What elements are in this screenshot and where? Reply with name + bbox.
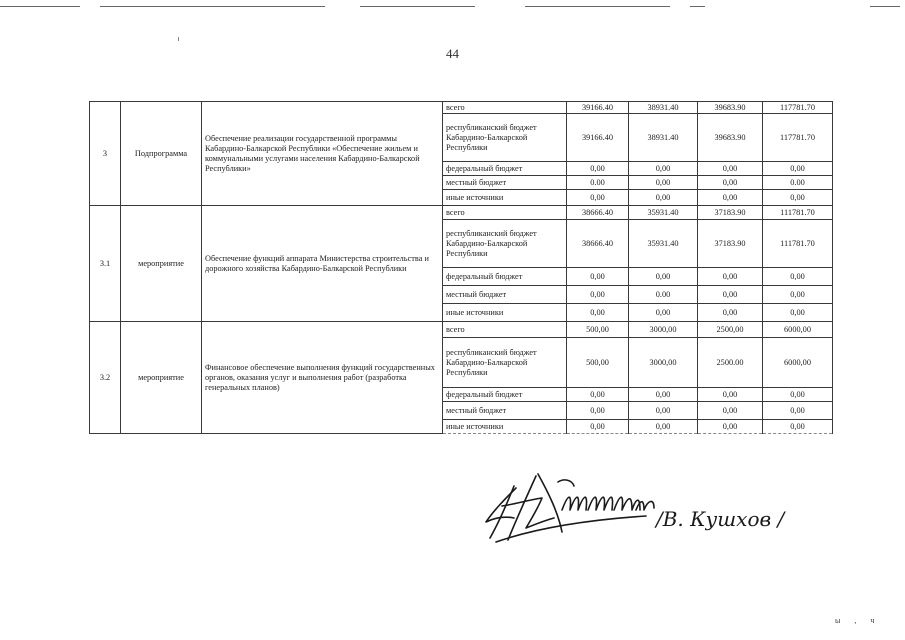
amount-cell: 0,00 — [629, 268, 698, 286]
amount-cell: 0,00 — [698, 388, 763, 402]
amount-cell: 0.00 — [567, 176, 629, 190]
row-number: 3.2 — [90, 322, 121, 434]
funding-source: федеральный бюджет — [443, 388, 567, 402]
amount-cell: 2500,00 — [698, 322, 763, 338]
amount-cell: 0,00 — [629, 304, 698, 322]
amount-cell: 38931.40 — [629, 114, 698, 162]
amount-cell: 0.00 — [763, 176, 833, 190]
amount-cell: 0,00 — [629, 190, 698, 206]
corner-marks: ы , ч — [835, 616, 881, 625]
funding-source: всего — [443, 102, 567, 114]
budget-table — [89, 101, 833, 434]
row-type: Подпрограмма — [121, 102, 202, 206]
amount-cell: 0,00 — [698, 286, 763, 304]
row-name: Обеспечение реализации государственной программы Кабардино-Балкарской Республики «Обеспечение жильем и коммунальными услугами населения Кабардино-Балкарской Республики» — [202, 102, 443, 206]
amount-cell: 38666.40 — [567, 220, 629, 268]
amount-cell: 0,00 — [567, 304, 629, 322]
funding-source: федеральный бюджет — [443, 268, 567, 286]
table-body — [90, 102, 833, 434]
amount-cell: 0,00 — [763, 304, 833, 322]
signature — [476, 458, 806, 558]
row-name: Обеспечение функций аппарата Министерства строительства и дорожного хозяйства Кабардино-Балкарской Республики — [202, 206, 443, 322]
row-type: мероприятие — [121, 322, 202, 434]
funding-source: республиканский бюджет Кабардино-Балкарской Республики — [443, 114, 567, 162]
amount-cell: 0,00 — [763, 420, 833, 434]
amount-cell: 111781.70 — [763, 220, 833, 268]
amount-cell: 500,00 — [567, 322, 629, 338]
row-name: Финансовое обеспечение выполнения функций государственных органов, оказания услуг и выполнения работ (разработка генеральных планов) — [202, 322, 443, 434]
amount-cell: 0,00 — [567, 402, 629, 420]
header-rule — [360, 6, 475, 7]
amount-cell: 39166.40 — [567, 102, 629, 114]
funding-source: иные источники — [443, 420, 567, 434]
amount-cell: 35931.40 — [629, 206, 698, 220]
table-row — [90, 102, 833, 114]
signature-name: /В. Кушхов / — [656, 507, 785, 531]
amount-cell: 0,00 — [763, 268, 833, 286]
signature-scrawl-icon — [486, 474, 654, 542]
amount-cell: 39166.40 — [567, 114, 629, 162]
amount-cell: 0,00 — [567, 388, 629, 402]
page-number: 44 — [446, 46, 459, 61]
amount-cell: 38666.40 — [567, 206, 629, 220]
amount-cell: 39683.90 — [698, 114, 763, 162]
amount-cell: 3000,00 — [629, 338, 698, 388]
funding-source: республиканский бюджет Кабардино-Балкарской Республики — [443, 220, 567, 268]
amount-cell: 0,00 — [698, 420, 763, 434]
amount-cell: 2500.00 — [698, 338, 763, 388]
table-row — [90, 206, 833, 220]
amount-cell: 0.00 — [629, 286, 698, 304]
amount-cell: 0,00 — [567, 420, 629, 434]
amount-cell: 117781.70 — [763, 114, 833, 162]
funding-source: федеральный бюджет — [443, 162, 567, 176]
amount-cell: 0,00 — [629, 176, 698, 190]
amount-cell: 0,00 — [698, 304, 763, 322]
amount-cell: 37183.90 — [698, 206, 763, 220]
funding-source: местный бюджет — [443, 286, 567, 304]
funding-source: республиканский бюджет Кабардино-Балкарской Республики — [443, 338, 567, 388]
amount-cell: 111781.70 — [763, 206, 833, 220]
amount-cell: 0,00 — [567, 268, 629, 286]
funding-source: местный бюджет — [443, 176, 567, 190]
funding-source: всего — [443, 322, 567, 338]
amount-cell: 0,00 — [629, 388, 698, 402]
header-rule — [0, 6, 80, 7]
amount-cell: 0,00 — [698, 268, 763, 286]
amount-cell: 0,00 — [629, 402, 698, 420]
amount-cell: 0,00 — [763, 286, 833, 304]
amount-cell: 6000,00 — [763, 322, 833, 338]
row-number: 3.1 — [90, 206, 121, 322]
header-rule — [690, 6, 705, 7]
header-rule — [870, 6, 900, 7]
scan-speck — [178, 37, 179, 41]
amount-cell: 0,00 — [567, 162, 629, 176]
amount-cell: 0,00 — [698, 176, 763, 190]
amount-cell: 0,00 — [629, 162, 698, 176]
funding-source: всего — [443, 206, 567, 220]
amount-cell: 37183.90 — [698, 220, 763, 268]
funding-source: иные источники — [443, 304, 567, 322]
amount-cell: 0,00 — [763, 388, 833, 402]
amount-cell: 38931.40 — [629, 102, 698, 114]
amount-cell: 500,00 — [567, 338, 629, 388]
amount-cell: 35931.40 — [629, 220, 698, 268]
header-rule — [525, 6, 670, 7]
amount-cell: 0,00 — [698, 402, 763, 420]
amount-cell: 0,00 — [567, 190, 629, 206]
amount-cell: 39683.90 — [698, 102, 763, 114]
row-type: мероприятие — [121, 206, 202, 322]
amount-cell: 0,00 — [629, 420, 698, 434]
table-row — [90, 322, 833, 338]
amount-cell: 3000,00 — [629, 322, 698, 338]
amount-cell: 117781.70 — [763, 102, 833, 114]
amount-cell: 6000,00 — [763, 338, 833, 388]
header-rule — [100, 6, 325, 7]
amount-cell: 0,00 — [763, 402, 833, 420]
amount-cell: 0,00 — [567, 286, 629, 304]
row-number: 3 — [90, 102, 121, 206]
amount-cell: 0,00 — [763, 162, 833, 176]
amount-cell: 0,00 — [698, 190, 763, 206]
funding-source: иные источники — [443, 190, 567, 206]
amount-cell: 0,00 — [763, 190, 833, 206]
amount-cell: 0,00 — [698, 162, 763, 176]
funding-source: местный бюджет — [443, 402, 567, 420]
